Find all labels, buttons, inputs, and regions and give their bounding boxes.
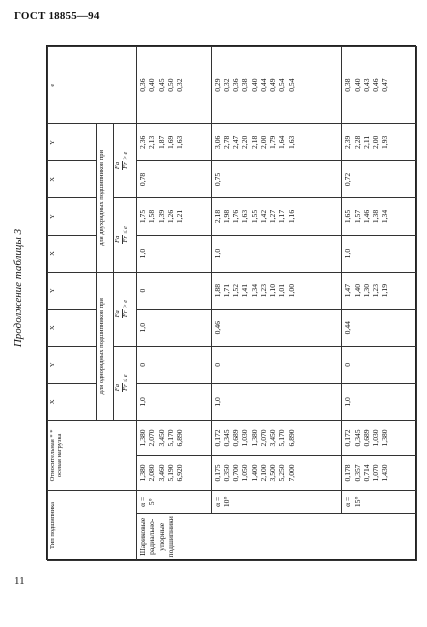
y1-a5: 0 — [137, 346, 212, 383]
cell-value: 1,39 — [156, 209, 166, 224]
table-caption: Продолжение таблицы 3 — [12, 228, 24, 348]
header-y2: Y — [48, 272, 97, 309]
cell-value: 0,54 — [286, 78, 296, 92]
cell-value: 1,93 — [380, 135, 390, 149]
load-col1-a10 — [211, 455, 342, 490]
cell-value: 1,030 — [371, 429, 381, 447]
cell-value: 6,890 — [286, 429, 296, 447]
cell-value: 1,75 — [138, 209, 147, 224]
cell-value: 2,20 — [240, 135, 250, 149]
cell-value: 3,450 — [156, 429, 166, 447]
table-frame — [46, 45, 416, 560]
cell-value: 0,29 — [212, 78, 222, 92]
x2-a10: 0,46 — [211, 309, 342, 346]
y2-a5: 0 — [137, 272, 212, 309]
load-col1-a15 — [342, 455, 417, 490]
bearing-load-table — [47, 46, 417, 561]
cell-value: 1,55 — [249, 209, 259, 224]
cell-value: 2,78 — [221, 135, 231, 149]
cell-value: 0,350 — [221, 464, 231, 482]
cell-value: 1,63 — [240, 209, 250, 224]
cell-value: 0,38 — [240, 78, 250, 92]
cell-value: 2,18 — [249, 135, 259, 149]
cell-value: 1,070 — [371, 464, 381, 482]
cell-value: 1,64 — [277, 135, 287, 149]
cell-value: 1,380 — [138, 464, 147, 482]
cell-value: 1,34 — [249, 284, 259, 298]
header-row-1 — [48, 47, 97, 561]
x3-a10: 1,0 — [211, 235, 342, 272]
cell-value: 2,11 — [361, 135, 371, 149]
cell-value: 1,19 — [380, 284, 390, 298]
cell-value: 1,87 — [156, 135, 166, 149]
cell-value: 1,76 — [231, 209, 241, 224]
ratio-le-single: Fa Fr ≤ e — [114, 346, 137, 420]
cell-value: 1,71 — [221, 284, 231, 298]
cell-value: 1,46 — [361, 209, 371, 224]
cell-value: 3,500 — [268, 464, 278, 482]
cell-value: 1,58 — [147, 209, 157, 224]
cell-value: 3,460 — [156, 464, 166, 482]
cell-value: 1,21 — [175, 209, 184, 224]
page-number: 11 — [14, 575, 25, 587]
header-x3: X — [48, 235, 97, 272]
cell-value: 0,46 — [371, 78, 381, 92]
header-y4: Y — [48, 124, 97, 161]
y3-a10 — [211, 198, 342, 235]
cell-value: 2,070 — [258, 429, 268, 447]
y3-a15 — [342, 198, 417, 235]
x1-a10: 1,0 — [211, 383, 342, 420]
x4-a10: 0,75 — [211, 161, 342, 198]
cell-value: 1,430 — [380, 464, 390, 482]
cell-value: 1,47 — [343, 284, 353, 298]
bearing-type: Шариковые радиально-упорные подшипники — [137, 513, 417, 560]
y4-a10 — [211, 124, 342, 161]
ratio-gt-double: Fa Fr > e — [114, 124, 137, 198]
cell-value: 0,40 — [147, 78, 157, 92]
alpha-15: α = 15° — [342, 490, 417, 513]
cell-value: 0,357 — [352, 464, 362, 482]
y2-a10 — [211, 272, 342, 309]
header-y3: Y — [48, 198, 97, 235]
x2-a15: 0,44 — [342, 309, 417, 346]
y3-a5 — [137, 198, 212, 235]
x4-a5: 0,78 — [137, 161, 212, 198]
e-a15 — [342, 47, 417, 124]
cell-value: 1,63 — [175, 135, 184, 149]
header-x2: X — [48, 309, 97, 346]
cell-value: 2,100 — [258, 464, 268, 482]
cell-value: 1,23 — [371, 284, 381, 298]
cell-value: 1,00 — [286, 284, 296, 298]
table-row-alpha-15 — [342, 47, 417, 561]
cell-value: 1,65 — [343, 209, 353, 224]
cell-value: 0,45 — [156, 78, 166, 92]
e-a5 — [137, 47, 212, 124]
y1-a10: 0 — [211, 346, 342, 383]
cell-value: 2,39 — [343, 135, 353, 149]
table-row-alpha-5 — [137, 47, 212, 561]
cell-value: 1,01 — [277, 284, 287, 298]
header-e: e — [48, 47, 137, 124]
ratio-le-double: Fa Fr ≤ e — [114, 198, 137, 272]
e-a10 — [211, 47, 342, 124]
cell-value: 1,79 — [268, 135, 278, 149]
cell-value: 2,18 — [212, 209, 222, 224]
header-x4: X — [48, 161, 97, 198]
cell-value: 1,380 — [249, 429, 259, 447]
x1-a5: 1,0 — [137, 383, 212, 420]
table-row-alpha-10 — [211, 47, 342, 561]
cell-value: 1,380 — [380, 429, 390, 447]
cell-value: 0,54 — [277, 78, 287, 92]
cell-value: 0,345 — [221, 429, 231, 447]
cell-value: 0,38 — [343, 78, 353, 92]
x2-a5: 1,0 — [137, 309, 212, 346]
cell-value: 5,250 — [277, 464, 287, 482]
cell-value: 1,27 — [268, 209, 278, 224]
cell-value: 1,52 — [231, 284, 241, 298]
cell-value: 0,50 — [165, 78, 175, 92]
y4-a5 — [137, 124, 212, 161]
cell-value: 1,57 — [352, 209, 362, 224]
cell-value: 1,42 — [258, 209, 268, 224]
cell-value: 0,32 — [221, 78, 231, 92]
cell-value: 0,700 — [231, 464, 241, 482]
cell-value: 0,689 — [361, 429, 371, 447]
cell-value: 1,030 — [240, 429, 250, 447]
cell-value: 0,345 — [352, 429, 362, 447]
cell-value: 2,00 — [371, 135, 381, 149]
cell-value: 3,06 — [212, 135, 222, 149]
cell-value: 2,28 — [352, 135, 362, 149]
cell-value: 0,43 — [361, 78, 371, 92]
cell-value: 1,400 — [249, 464, 259, 482]
cell-value: 2,070 — [147, 429, 157, 447]
cell-value: 7,000 — [286, 464, 296, 482]
cell-value: 0,40 — [352, 78, 362, 92]
cell-value: 0,175 — [212, 464, 222, 482]
cell-value: 2,36 — [138, 135, 147, 149]
cell-value: 1,380 — [138, 429, 147, 447]
cell-value: 2,080 — [147, 464, 157, 482]
header-y1: Y — [48, 346, 97, 383]
cell-value: 1,69 — [165, 135, 175, 149]
ratio-gt-single: Fa Fr > e — [114, 272, 137, 346]
cell-value: 1,23 — [258, 284, 268, 298]
cell-value: 6,890 — [175, 429, 184, 447]
x3-a5: 1,0 — [137, 235, 212, 272]
y1-a15: 0 — [342, 346, 417, 383]
alpha-5: α = 5° — [137, 490, 212, 513]
cell-value: 0,40 — [249, 78, 259, 92]
x1-a15: 1,0 — [342, 383, 417, 420]
cell-value: 1,34 — [380, 209, 390, 224]
cell-value: 3,450 — [268, 429, 278, 447]
cell-value: 0,47 — [380, 78, 390, 92]
cell-value: 6,920 — [175, 464, 184, 482]
header-single-row: для однорядных подшипников при — [97, 272, 114, 420]
load-col2-a10 — [211, 420, 342, 455]
cell-value: 2,13 — [147, 135, 157, 149]
cell-value: 1,30 — [361, 284, 371, 298]
cell-value: 1,38 — [371, 209, 381, 224]
cell-value: 0,714 — [361, 464, 371, 482]
load-col2-a15 — [342, 420, 417, 455]
cell-value: 1,16 — [286, 209, 296, 224]
alpha-10: α = 10° — [211, 490, 342, 513]
header-double-row: для двухрядных подшипников при — [97, 124, 114, 272]
cell-value: 2,47 — [231, 135, 241, 149]
load-col1-a5 — [137, 455, 212, 490]
cell-value: 1,10 — [268, 284, 278, 298]
cell-value: 1,17 — [277, 209, 287, 224]
header-x1: X — [48, 383, 97, 420]
y2-a15 — [342, 272, 417, 309]
document-code: ГОСТ 18855—94 — [14, 10, 100, 22]
cell-value: 0,49 — [268, 78, 278, 92]
load-col2-a5 — [137, 420, 212, 455]
cell-value: 0,172 — [212, 429, 222, 447]
cell-value: 0,36 — [138, 78, 147, 92]
cell-value: 0,44 — [258, 78, 268, 92]
cell-value: 1,88 — [212, 284, 222, 298]
x3-a15: 1,0 — [342, 235, 417, 272]
header-type: Тип подшипника — [48, 490, 137, 560]
x4-a15: 0,72 — [342, 161, 417, 198]
cell-value: 1,98 — [221, 209, 231, 224]
cell-value: 1,63 — [286, 135, 296, 149]
cell-value: 0,178 — [343, 464, 353, 482]
cell-value: 1,41 — [240, 284, 250, 298]
cell-value: 1,40 — [352, 284, 362, 298]
cell-value: 0,172 — [343, 429, 353, 447]
rotated-table-wrapper — [47, 46, 417, 561]
y4-a15 — [342, 124, 417, 161]
cell-value: 2,00 — [258, 135, 268, 149]
cell-value: 1,050 — [240, 464, 250, 482]
cell-value: 5,170 — [277, 429, 287, 447]
cell-value: 0,36 — [231, 78, 241, 92]
cell-value: 5,170 — [165, 429, 175, 447]
cell-value: 0,32 — [175, 78, 184, 92]
cell-value: 0,689 — [231, 429, 241, 447]
cell-value: 1,26 — [165, 209, 175, 224]
header-load: Относительная * * осевая нагрузка — [48, 420, 137, 490]
cell-value: 5,190 — [165, 464, 175, 482]
